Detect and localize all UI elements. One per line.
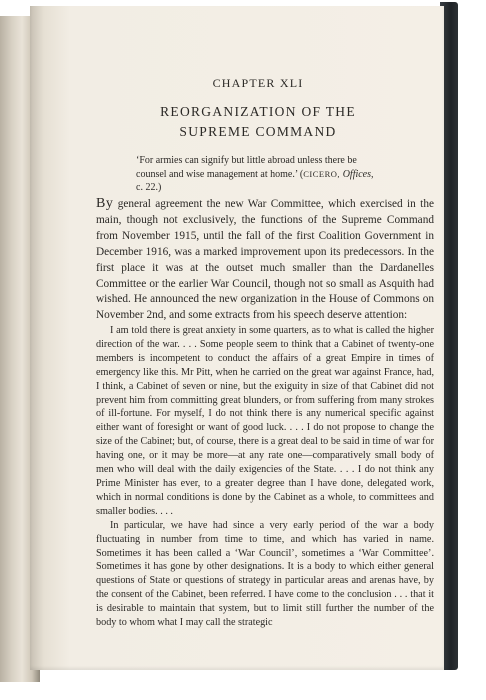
quote-paragraph-1: I am told there is great anxiety in some quarters, as to what is called the higher direction of the war. . . . Some people seem to think that a Cabinet of twenty-one members is incompetent to conduct the affairs of a great Empire in times of emergency like this. Mr Pitt, when he carried on the great war against France, had, I think, a Cabinet of seven or nine, but the exiguity in size of that Cabinet did not prevent him from committing great blunders, or from suffering from many strokes of ill-fortune. For myself, I do not think there is any numerical specific against either want of foresight or want of good luck. . . . I do not propose to change the size of the Cabinet; but, of course, there is a great deal to be said in time of war for having one, or it may be more—at any rate one—comparatively small body of men who will deal with the daily exigencies of the State. . . . I do not think any Prime Minister has ever, to a greater degree than I have done, delegated work, which in normal conditions is done by the Cabinet as a whole, to committees and smaller bodies. . . . [96, 325, 434, 517]
quote-paragraph-2: In particular, we have had since a very early period of the war a body fluctuating in number from time to time, and which has varied in name. Sometimes it has been called a ‘War Council’, sometimes a ‘War Committee’. Sometimes it has gone by other designations. It is a body to which either general questions of State or questions of strategy in particular areas and arenas have, by the consent of the Cabinet, been referred. I have come to the conclusion . . . that it is desirable to maintain that system, but to limit still further the number of the body to whom what I may call the strategic [96, 519, 434, 629]
epigraph-source-work: Offices, [342, 168, 374, 180]
body-paragraph-text: general agreement the new War Committee, which exercised in the main, though not exclusively, the functions of the Supreme Command from November 1915, until the fall of the first Coalition Government in December 1916, was a marked improvement upon its predecessors. In the first place it was at the outset much smaller than the Dardanelles Committee or the earlier War Council, though not so small as Asquith had wished. He announced the new organization in the House of Commons on November 2nd, and some extracts from his speech deserve attention: [96, 198, 434, 322]
chapter-number: CHAPTER XLI [212, 76, 304, 90]
book-page [30, 6, 444, 670]
chapter-title-line-2: SUPREME COMMAND [179, 124, 337, 139]
epigraph-text-1: ‘For armies can signify but little abroad unless there be [136, 155, 357, 166]
block-quote [96, 324, 434, 630]
epigraph [136, 154, 406, 195]
epigraph-text-2: counsel and wise management at home.’ ( [136, 168, 304, 180]
epigraph-source-ref: c. 22.) [136, 182, 162, 193]
drop-cap: By [96, 196, 114, 211]
chapter-title-line-1: REORGANIZATION OF THE [160, 104, 356, 119]
body-paragraph [96, 196, 434, 324]
chapter-title [78, 102, 438, 142]
epigraph-source-name: CICERO, [303, 168, 343, 179]
